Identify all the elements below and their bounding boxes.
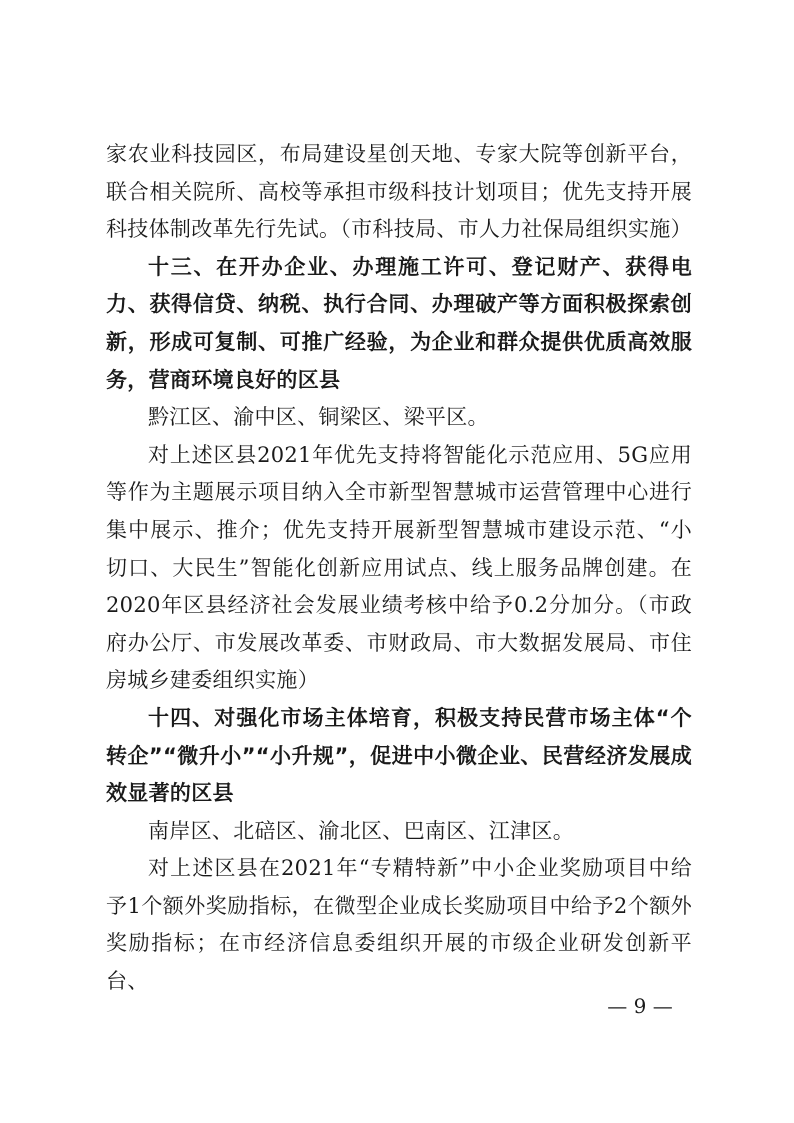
- heading-item-13: 十三、在开办企业、办理施工许可、登记财产、获得电力、获得信贷、纳税、执行合同、办理破产等方面积极探索创新，形成可复制、可推广经验，为企业和群众提供优质高效服务，营商环境良好的区县: [106, 254, 692, 392]
- support-measures-14: 对上述区县在2021年“专精特新”中小企业奖励项目中给予1个额外奖励指标，在微型企业成长奖励项目中给予2个额外奖励指标；在市经济信息委组织开展的市级企业研发创新平台、: [106, 856, 692, 994]
- paragraph-continuation: 家农业科技园区，布局建设星创天地、专家大院等创新平台，联合相关院所、高校等承担市级科技计划项目；优先支持开展科技体制改革先行先试。（市科技局、市人力社保局组织实施）: [106, 142, 692, 242]
- document-body: [106, 136, 692, 1001]
- support-measures-13: 对上述区县2021年优先支持将智能化示范应用、5G应用等作为主题展示项目纳入全市新型智慧城市运营管理中心进行集中展示、推介；优先支持开展新型智慧城市建设示范、“小切口、大民生”智能化创新应用试点、线上服务品牌创建。在2020年区县经济社会发展业绩考核中给予0.2分加分。（市政府办公厅、市发展改革委、市财政局、市大数据发展局、市住房城乡建委组织实施）: [106, 442, 692, 693]
- page-number: — 9 —: [607, 994, 673, 1018]
- heading-item-14: 十四、对强化市场主体培育，积极支持民营市场主体“个转企”“微升小”“小升规”，促进中小微企业、民营经济发展成效显著的区县: [106, 705, 692, 806]
- district-list-13: 黔江区、渝中区、铜梁区、梁平区。: [148, 405, 489, 430]
- district-list-14: 南岸区、北碚区、渝北区、巴南区、江津区。: [148, 818, 574, 843]
